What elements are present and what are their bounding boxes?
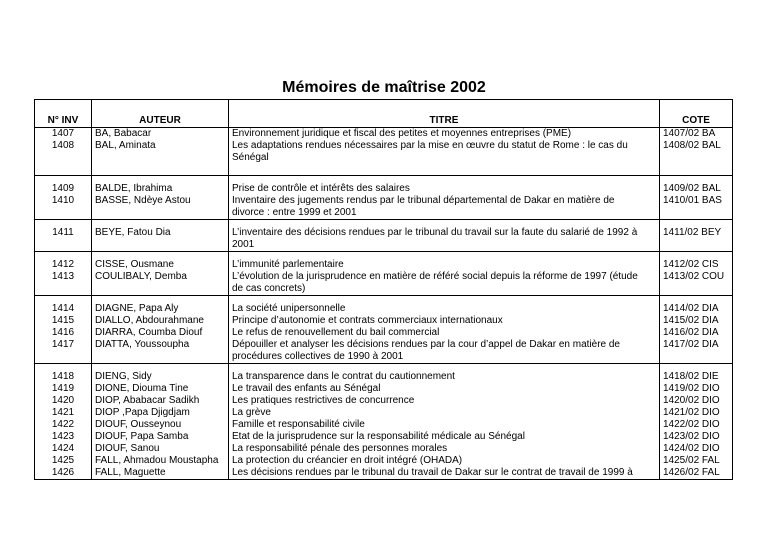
cell-auteur xyxy=(92,128,229,176)
cell-cote xyxy=(660,128,733,176)
cote-line: 1415/02 DIA xyxy=(663,315,719,326)
titre-line: Prise de contrôle et intérêts des salaires xyxy=(232,183,410,194)
titre-line: Inventaire des jugements rendus par le tribunal départemental de Dakar en matière de xyxy=(232,195,615,206)
auteur-line: DIENG, Sidy xyxy=(95,371,152,382)
cell-titre xyxy=(229,128,660,176)
header-auteur: AUTEUR xyxy=(92,100,229,128)
titre-line: procédures collectives de 1990 à 2001 xyxy=(232,351,404,362)
table-row xyxy=(35,128,733,176)
auteur-line: DIOP ,Papa Djigdjam xyxy=(95,407,190,418)
cote-line: 1426/02 FAL xyxy=(663,467,720,478)
table-row xyxy=(35,220,733,252)
titre-line: Le refus de renouvellement du bail commercial xyxy=(232,327,440,338)
auteur-line: DIOP, Ababacar Sadikh xyxy=(95,395,200,406)
auteur-line: COULIBALY, Demba xyxy=(95,271,187,282)
auteur-line: BALDE, Ibrahima xyxy=(95,183,173,194)
cote-line: 1419/02 DIO xyxy=(663,383,720,394)
header-titre: TITRE xyxy=(229,100,660,128)
inv-line: 1419 xyxy=(51,383,75,394)
header-cote: COTE xyxy=(660,100,733,128)
cote-line: 1425/02 FAL xyxy=(663,455,720,466)
table-row xyxy=(35,176,733,220)
cell-titre xyxy=(229,252,660,296)
auteur-line: DIONE, Diouma Tine xyxy=(95,383,189,394)
titre-line: Le travail des enfants au Sénégal xyxy=(232,383,381,394)
inv-line: 1408 xyxy=(51,140,75,151)
inv-line: 1407 xyxy=(51,128,75,139)
inv-line: 1426 xyxy=(51,467,75,478)
cell-titre xyxy=(229,176,660,220)
titre-line: La responsabilité pénale des personnes morales xyxy=(232,443,448,454)
cell-cote xyxy=(660,220,733,252)
titre-line: Principe d’autonomie et contrats commerciaux internationaux xyxy=(232,315,503,326)
auteur-line: FALL, Ahmadou Moustapha xyxy=(95,455,219,466)
titre-line: L’inventaire des décisions rendues par le tribunal du travail sur la faute du salarié de 1992 à xyxy=(232,227,638,238)
cote-line: 1414/02 DIA xyxy=(663,303,719,314)
inv-line: 1417 xyxy=(51,339,75,350)
inv-line: 1415 xyxy=(51,315,75,326)
titre-line: La société unipersonnelle xyxy=(232,303,346,314)
cell-inv xyxy=(35,176,92,220)
cote-line: 1423/02 DIO xyxy=(663,431,720,442)
titre-line: Dépouiller et analyser les décisions rendues par la cour d’appel de Dakar en matière de xyxy=(232,339,620,350)
inv-line: 1414 xyxy=(51,303,75,314)
cell-auteur xyxy=(92,176,229,220)
auteur-line: CISSE, Ousmane xyxy=(95,259,174,270)
titre-line: 2001 xyxy=(232,239,255,250)
titre-line: Environnement juridique et fiscal des petites et moyennes entreprises (PME) xyxy=(232,128,572,139)
cote-line: 1413/02 COU xyxy=(663,271,725,282)
inv-line: 1409 xyxy=(51,183,75,194)
cell-inv xyxy=(35,252,92,296)
auteur-line: DIALLO, Abdourahmane xyxy=(95,315,204,326)
header-inv: N° INV xyxy=(35,100,92,128)
inv-line: 1424 xyxy=(51,443,75,454)
catalog-table xyxy=(34,99,733,480)
inv-line: 1421 xyxy=(51,407,75,418)
inv-line: 1423 xyxy=(51,431,75,442)
cell-inv xyxy=(35,128,92,176)
titre-line: Les décisions rendues par le tribunal du travail de Dakar sur le contrat de travail de 1999 à xyxy=(232,467,633,478)
cell-auteur xyxy=(92,252,229,296)
inv-line: 1418 xyxy=(51,371,75,382)
cote-line: 1410/01 BAS xyxy=(663,195,722,206)
table-row xyxy=(35,296,733,364)
inv-line: 1410 xyxy=(51,195,75,206)
header-row xyxy=(35,100,733,128)
table-row xyxy=(35,364,733,480)
inv-line: 1422 xyxy=(51,419,75,430)
cell-titre xyxy=(229,364,660,480)
cote-line: 1420/02 DIO xyxy=(663,395,720,406)
cote-line: 1411/02 BEY xyxy=(663,227,722,238)
titre-line: Sénégal xyxy=(232,152,269,163)
auteur-line: BA, Babacar xyxy=(95,128,152,139)
cell-titre xyxy=(229,220,660,252)
cote-line: 1417/02 DIA xyxy=(663,339,719,350)
cote-line: 1424/02 DIO xyxy=(663,443,720,454)
cote-line: 1416/02 DIA xyxy=(663,327,719,338)
auteur-line: DIARRA, Coumba Diouf xyxy=(95,327,203,338)
titre-line: L’immunité parlementaire xyxy=(232,259,344,270)
titre-line: L’évolution de la jurisprudence en matière de référé social depuis la réforme de 1997 (étude xyxy=(232,271,638,282)
auteur-line: BAL, Aminata xyxy=(95,140,156,151)
page-title: Mémoires de maîtrise 2002 xyxy=(282,79,486,96)
auteur-line: DIOUF, Sanou xyxy=(95,443,160,454)
cell-auteur xyxy=(92,364,229,480)
titre-line: La protection du créancier en droit intégré (OHADA) xyxy=(232,455,463,466)
cote-line: 1422/02 DIO xyxy=(663,419,720,430)
titre-line: La grève xyxy=(232,407,271,418)
cote-line: 1408/02 BAL xyxy=(663,140,721,151)
auteur-line: FALL, Maguette xyxy=(95,467,166,478)
inv-line: 1425 xyxy=(51,455,75,466)
cell-cote xyxy=(660,176,733,220)
inv-line: 1413 xyxy=(51,271,75,282)
cell-inv xyxy=(35,296,92,364)
cell-auteur xyxy=(92,296,229,364)
auteur-line: BASSE, Ndèye Astou xyxy=(95,195,191,206)
cote-line: 1412/02 CIS xyxy=(663,259,719,270)
cell-cote xyxy=(660,252,733,296)
cell-auteur xyxy=(92,220,229,252)
cote-line: 1421/02 DIO xyxy=(663,407,720,418)
titre-line: Famille et responsabilité civile xyxy=(232,419,365,430)
titre-line: Etat de la jurisprudence sur la responsabilité médicale au Sénégal xyxy=(232,431,525,442)
cell-inv xyxy=(35,220,92,252)
table-row xyxy=(35,252,733,296)
cell-cote xyxy=(660,296,733,364)
titre-line: La transparence dans le contrat du cautionnement xyxy=(232,371,455,382)
inv-line: 1411 xyxy=(52,227,74,238)
auteur-line: BEYE, Fatou Dia xyxy=(95,227,171,238)
inv-line: 1420 xyxy=(51,395,75,406)
titre-line: Les adaptations rendues nécessaires par la mise en œuvre du statut de Rome : le cas du xyxy=(232,140,628,151)
auteur-line: DIAGNE, Papa Aly xyxy=(95,303,179,314)
auteur-line: DIOUF, Ousseynou xyxy=(95,419,182,430)
auteur-line: DIOUF, Papa Samba xyxy=(95,431,189,442)
cell-titre xyxy=(229,296,660,364)
inv-line: 1416 xyxy=(51,327,75,338)
cell-inv xyxy=(35,364,92,480)
catalog-body xyxy=(35,128,733,480)
auteur-line: DIATTA, Youssoupha xyxy=(95,339,190,350)
cote-line: 1407/02 BA xyxy=(663,128,716,139)
titre-line: Les pratiques restrictives de concurrence xyxy=(232,395,415,406)
inv-line: 1412 xyxy=(51,259,75,270)
titre-line: divorce : entre 1999 et 2001 xyxy=(232,207,357,218)
cote-line: 1418/02 DIE xyxy=(663,371,719,382)
cote-line: 1409/02 BAL xyxy=(663,183,721,194)
cell-cote xyxy=(660,364,733,480)
titre-line: de cas concrets) xyxy=(232,283,306,294)
